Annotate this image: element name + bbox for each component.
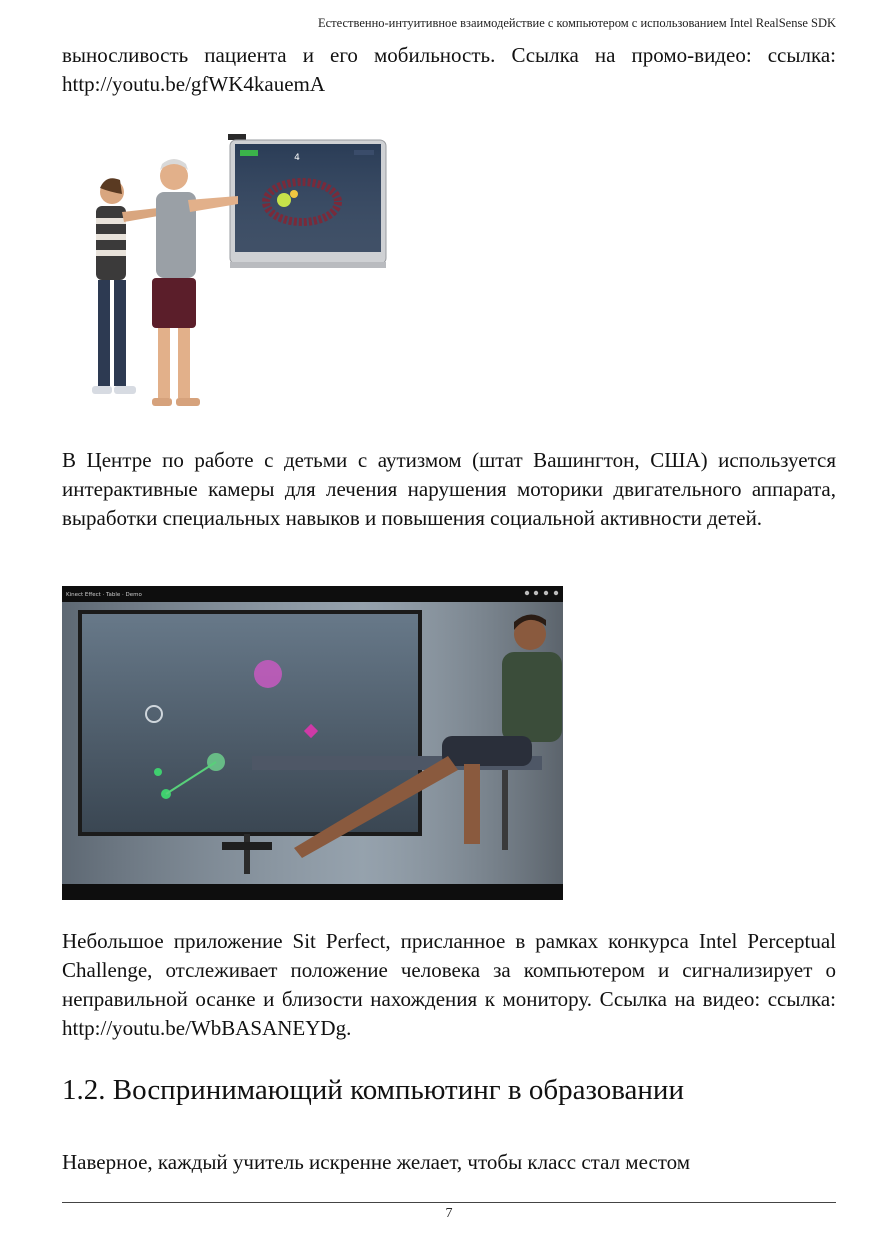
page-number: 7 <box>445 1206 453 1221</box>
svg-text:4: 4 <box>294 153 300 163</box>
rehab-therapy-photo <box>62 130 420 422</box>
tv-monitor <box>228 134 386 268</box>
paragraph-teacher-intro: Наверное, каждый учитель искренне желает, чтобы класс стал местом <box>62 1150 691 1174</box>
paragraph-sit-perfect: Небольшое приложение Sit Perfect, присланное в рамках конкурса Intel Perceptual Challenge, отслеживает положение человека за компьютером и сигнализирует о неправильной осанке и близости нахождения к монитору. Ссылка на видео: ссылка: http://youtu.be/WbBASANEYDg. <box>62 929 836 1040</box>
paragraph-endurance-link: выносливость пациента и его мобильность. Ссылка на промо-видео: ссылка: http://youtu.be/gfWK4kauemA <box>62 43 836 96</box>
footer-divider <box>62 1202 836 1203</box>
kinect-effect-video-still <box>62 586 563 900</box>
video-window-title: Kinect Effect · Table · Demo <box>66 592 142 598</box>
paragraph-autism-center: В Центре по работе с детьми с аутизмом (штат Вашингтон, США) используется интерактивные камеры для лечения нарушения моторики двигательного аппарата, выработки специальных навыков и повышения социальной активности детей. <box>62 448 836 530</box>
running-header: Естественно-интуитивное взаимодействие с компьютером с использованием Intel RealSense SDK <box>318 16 836 30</box>
section-heading: 1.2. Воспринимающий компьютинг в образовании <box>62 1074 684 1106</box>
